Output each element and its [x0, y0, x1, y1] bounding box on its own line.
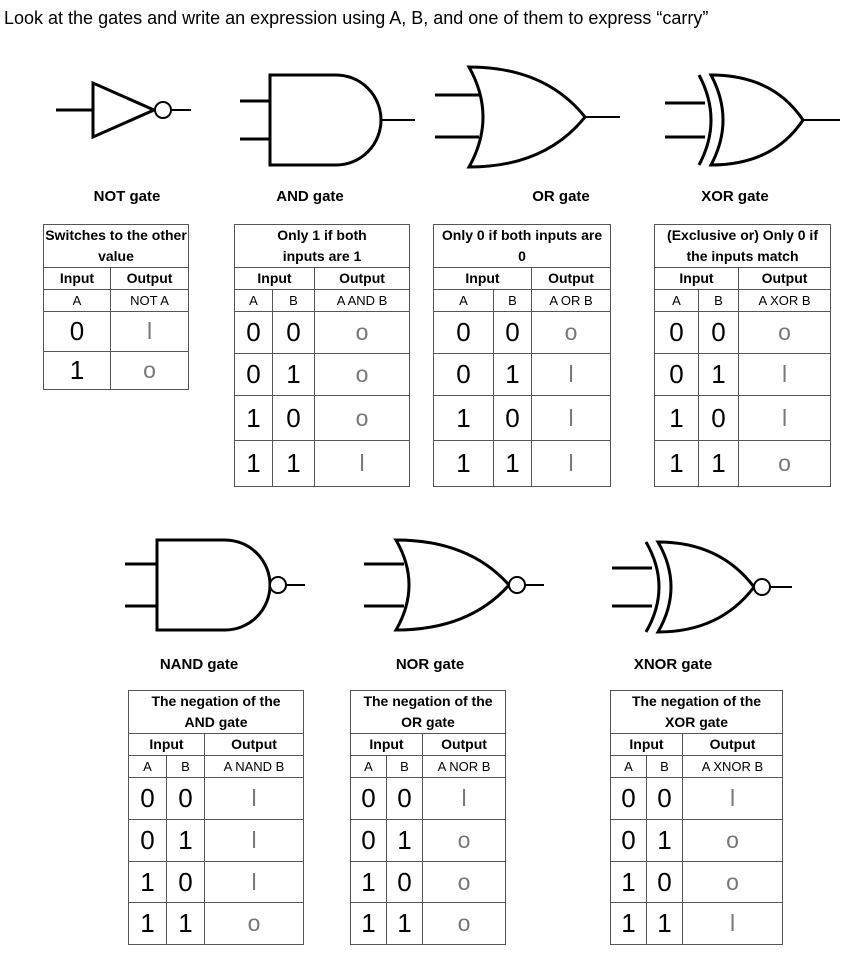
not-row-a: 1 [44, 352, 111, 390]
nand-col-out: A NAND B [205, 756, 304, 778]
or-row-out: l [532, 441, 611, 487]
nand-row-b: 0 [167, 862, 205, 903]
not-input-header: Input [44, 268, 111, 290]
nand-description: The negation of the AND gate [129, 691, 304, 734]
or-gate-icon [435, 67, 620, 172]
xnor-gate-label: XNOR gate [633, 656, 713, 673]
xnor-row-a: 0 [611, 778, 647, 820]
not-row-a: 0 [44, 312, 111, 352]
xor-col-b: B [699, 290, 739, 312]
or-row-b: 0 [494, 312, 532, 354]
nand-row-b: 1 [167, 820, 205, 862]
xor-row-b: 0 [699, 312, 739, 354]
xnor-col-a: A [611, 756, 647, 778]
and-row-out: o [315, 396, 410, 441]
nor-gate-icon [364, 538, 544, 638]
not-description: Switches to the other value [44, 225, 189, 268]
xor-gate-icon [665, 75, 840, 175]
nor-row-out: o [423, 820, 506, 862]
and-gate-icon [240, 75, 415, 175]
xnor-row-a: 1 [611, 903, 647, 945]
and-row-a: 1 [235, 396, 273, 441]
nand-gate-icon [125, 538, 305, 638]
nor-row-out: l [423, 778, 506, 820]
xor-row-b: 0 [699, 396, 739, 441]
not-col-a: A [44, 290, 111, 312]
xor-row-a: 0 [655, 312, 699, 354]
and-row-b: 1 [273, 354, 315, 396]
xnor-row-b: 1 [647, 903, 683, 945]
or-row-out: l [532, 354, 611, 396]
or-row-a: 1 [434, 396, 494, 441]
xor-row-b: 1 [699, 354, 739, 396]
xor-row-out: l [739, 396, 831, 441]
xor-input-header: Input [655, 268, 739, 290]
nor-row-out: o [423, 862, 506, 903]
or-gate-label: OR gate [532, 188, 590, 205]
nor-description: The negation of the OR gate [351, 691, 506, 734]
nor-row-b: 1 [387, 903, 423, 945]
xnor-row-a: 1 [611, 862, 647, 903]
nand-output-header: Output [205, 734, 304, 756]
and-row-a: 1 [235, 441, 273, 487]
nor-input-header: Input [351, 734, 423, 756]
nand-row-out: l [205, 778, 304, 820]
or-input-header: Input [434, 268, 532, 290]
nor-col-b: B [387, 756, 423, 778]
or-row-a: 0 [434, 354, 494, 396]
xnor-gate-icon [612, 540, 792, 640]
nand-truth-table [128, 690, 304, 945]
or-row-out: o [532, 312, 611, 354]
nor-row-out: o [423, 903, 506, 945]
xor-row-out: l [739, 354, 831, 396]
nor-gate-label: NOR gate [395, 656, 465, 673]
nand-row-a: 0 [129, 778, 167, 820]
xor-truth-table [654, 224, 831, 487]
and-col-b: B [273, 290, 315, 312]
and-row-a: 0 [235, 312, 273, 354]
xor-row-out: o [739, 312, 831, 354]
nor-truth-table [350, 690, 506, 945]
nor-output-header: Output [423, 734, 506, 756]
xor-description: (Exclusive or) Only 0 if the inputs match [655, 225, 831, 268]
xnor-row-b: 1 [647, 820, 683, 862]
not-row-out: o [111, 352, 189, 390]
nor-row-a: 0 [351, 820, 387, 862]
or-output-header: Output [532, 268, 611, 290]
and-output-header: Output [315, 268, 410, 290]
nor-col-out: A NOR B [423, 756, 506, 778]
and-col-out: A AND B [315, 290, 410, 312]
xnor-truth-table [610, 690, 783, 945]
xor-row-out: o [739, 441, 831, 487]
and-row-out: o [315, 312, 410, 354]
xnor-row-b: 0 [647, 778, 683, 820]
not-col-out: NOT A [111, 290, 189, 312]
or-row-out: l [532, 396, 611, 441]
and-description: Only 1 if both inputs are 1 [235, 225, 410, 268]
not-row-out: l [111, 312, 189, 352]
nand-input-header: Input [129, 734, 205, 756]
nand-col-b: B [167, 756, 205, 778]
or-row-b: 0 [494, 396, 532, 441]
xor-output-header: Output [739, 268, 831, 290]
or-col-out: A OR B [532, 290, 611, 312]
nand-row-a: 1 [129, 862, 167, 903]
not-gate-icon [56, 75, 191, 145]
nand-row-out: l [205, 862, 304, 903]
and-row-out: o [315, 354, 410, 396]
and-input-header: Input [235, 268, 315, 290]
xnor-output-header: Output [683, 734, 783, 756]
nand-gate-label: NAND gate [159, 656, 239, 673]
and-col-a: A [235, 290, 273, 312]
or-row-a: 0 [434, 312, 494, 354]
and-row-a: 0 [235, 354, 273, 396]
and-row-b: 0 [273, 312, 315, 354]
and-row-b: 0 [273, 396, 315, 441]
and-gate-label: AND gate [276, 188, 344, 205]
xnor-description: The negation of the XOR gate [611, 691, 783, 734]
xor-col-out: A XOR B [739, 290, 831, 312]
xnor-row-out: l [683, 778, 783, 820]
nor-row-b: 1 [387, 820, 423, 862]
xor-row-a: 1 [655, 396, 699, 441]
or-row-b: 1 [494, 441, 532, 487]
xor-row-b: 1 [699, 441, 739, 487]
or-description: Only 0 if both inputs are 0 [434, 225, 611, 268]
nand-row-out: o [205, 903, 304, 945]
instruction-text: Look at the gates and write an expression using A, B, and one of them to express “carry” [4, 8, 709, 28]
xor-col-a: A [655, 290, 699, 312]
xnor-row-a: 0 [611, 820, 647, 862]
xnor-row-out: o [683, 820, 783, 862]
xnor-input-header: Input [611, 734, 683, 756]
xnor-col-b: B [647, 756, 683, 778]
or-row-a: 1 [434, 441, 494, 487]
nand-row-b: 1 [167, 903, 205, 945]
xnor-row-b: 0 [647, 862, 683, 903]
and-truth-table [234, 224, 410, 487]
nand-row-a: 0 [129, 820, 167, 862]
and-row-out: l [315, 441, 410, 487]
nor-col-a: A [351, 756, 387, 778]
not-gate-label: NOT gate [93, 188, 161, 205]
nor-row-a: 1 [351, 862, 387, 903]
nor-row-a: 1 [351, 903, 387, 945]
xnor-col-out: A XNOR B [683, 756, 783, 778]
nand-row-out: l [205, 820, 304, 862]
not-output-header: Output [111, 268, 189, 290]
not-truth-table [43, 224, 189, 390]
xor-row-a: 1 [655, 441, 699, 487]
or-col-b: B [494, 290, 532, 312]
nand-col-a: A [129, 756, 167, 778]
nor-row-b: 0 [387, 778, 423, 820]
nor-row-b: 0 [387, 862, 423, 903]
xor-row-a: 0 [655, 354, 699, 396]
nand-row-a: 1 [129, 903, 167, 945]
or-row-b: 1 [494, 354, 532, 396]
nand-row-b: 0 [167, 778, 205, 820]
xor-gate-label: XOR gate [701, 188, 769, 205]
xnor-row-out: l [683, 903, 783, 945]
nor-row-a: 0 [351, 778, 387, 820]
or-col-a: A [434, 290, 494, 312]
xnor-row-out: o [683, 862, 783, 903]
and-row-b: 1 [273, 441, 315, 487]
or-truth-table [433, 224, 611, 487]
